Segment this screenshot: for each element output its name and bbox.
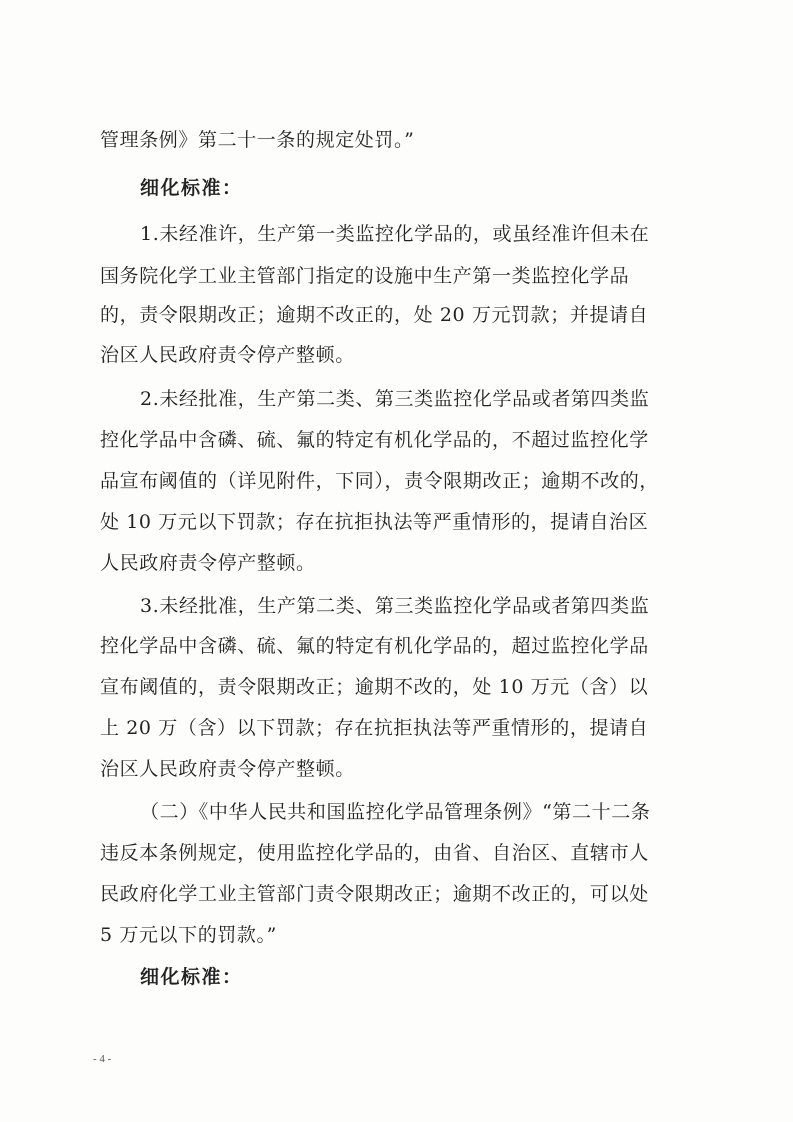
text-line-8: 控化学品中含磷、硫、氟的特定有机化学品的，不超过监控化学 <box>100 429 649 451</box>
text-line-5: 的，责令限期改正；逾期不改正的，处 20 万元罚款；并提请自 <box>100 304 649 326</box>
section-heading-2: 细化标准： <box>140 966 243 988</box>
text-line-15: 上 20 万（含）以下罚款；存在抗拒执法等严重情形的，提请自 <box>100 717 649 739</box>
text-line-19: 民政府化学工业主管部门责令限期改正；逾期不改正的，可以处 <box>100 883 649 905</box>
text-line-9: 品宣布阈值的（详见附件，下同），责令限期改正；逾期不改的， <box>100 470 659 492</box>
text-line-11: 人民政府责令停产整顿。 <box>100 552 316 574</box>
text-line-7: 2.未经批准，生产第二类、第三类监控化学品或者第四类监 <box>140 388 650 410</box>
section-heading-1: 细化标准： <box>140 177 243 199</box>
text-line-3: 1.未经准许，生产第一类监控化学品的，或虽经准许但未在 <box>140 223 650 245</box>
text-line-12: 3.未经批准，生产第二类、第三类监控化学品或者第四类监 <box>140 595 650 617</box>
text-line-20: 5 万元以下的罚款。” <box>100 924 277 946</box>
text-line-1: 管理条例》第二十一条的规定处罚。” <box>100 129 415 151</box>
text-line-10: 处 10 万元以下罚款；存在抗拒执法等严重情形的，提请自治区 <box>100 511 649 533</box>
text-line-6: 治区人民政府责令停产整顿。 <box>100 344 355 366</box>
text-line-4: 国务院化学工业主管部门指定的设施中生产第一类监控化学品 <box>100 265 630 287</box>
text-line-14: 宣布阈值的，责令限期改正；逾期不改的，处 10 万元（含）以 <box>100 676 649 698</box>
text-line-18: 违反本条例规定，使用监控化学品的，由省、自治区、直辖市人 <box>100 842 649 864</box>
page-number: - 4 - <box>93 1053 112 1065</box>
text-line-17: （二）《中华人民共和国监控化学品管理条例》“第二十二条 <box>140 801 651 823</box>
text-line-16: 治区人民政府责令停产整顿。 <box>100 758 355 780</box>
text-line-13: 控化学品中含磷、硫、氟的特定有机化学品的，超过监控化学品 <box>100 635 649 657</box>
